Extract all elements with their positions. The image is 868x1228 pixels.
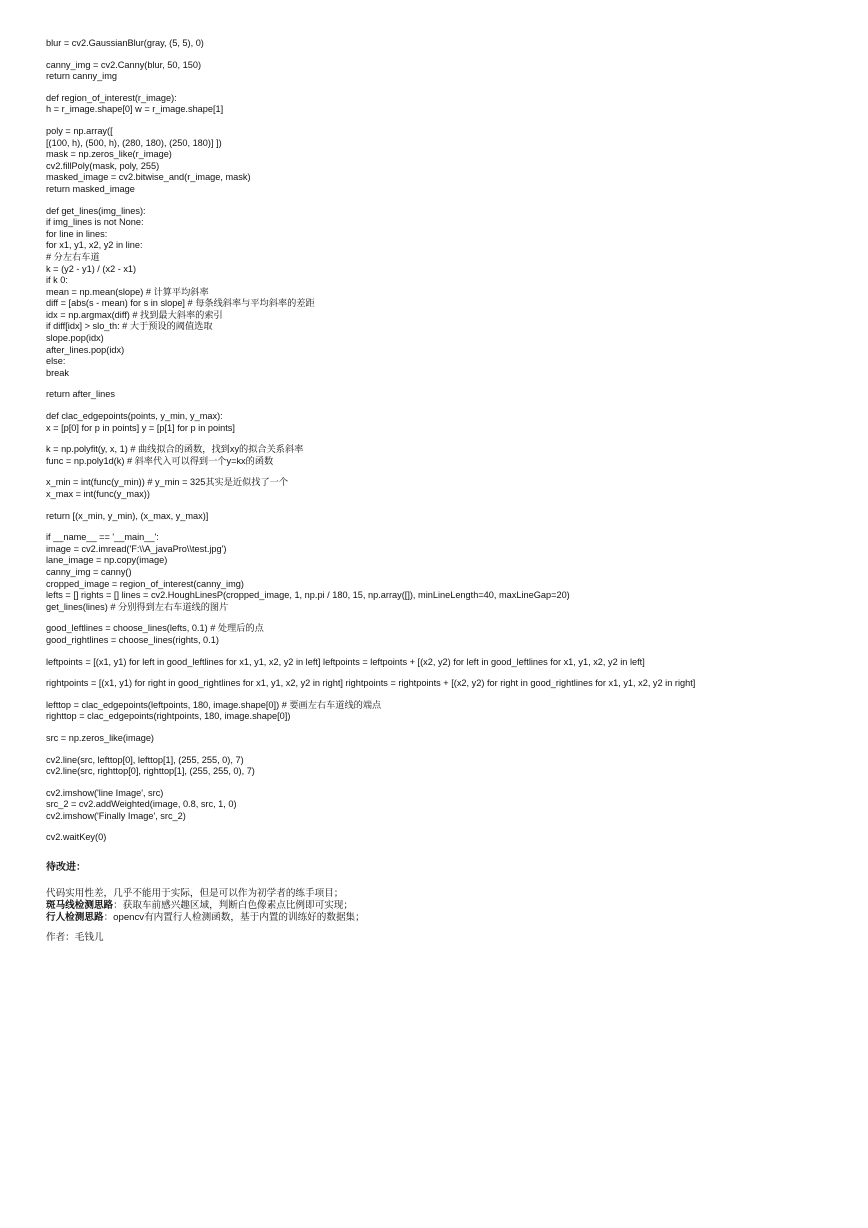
code-line: break: [46, 367, 69, 378]
code-line: cv2.line(src, righttop[0], righttop[1], (255, 255, 0), 7): [46, 766, 255, 777]
code-line: cv2.waitKey(0): [46, 832, 107, 843]
improvements-heading: 待改进：: [46, 862, 86, 874]
code-line: lane_image = np.copy(image): [46, 555, 168, 566]
code-block: [46, 60, 846, 83]
code-line: src = np.zeros_like(image): [46, 732, 154, 743]
code-line: x_max = int(func(y_max)): [46, 489, 150, 499]
code-line: else:: [46, 356, 66, 367]
code-line: k = (y2 - y1) / (x2 - x1): [46, 263, 137, 274]
code-line: leftpoints = [(x1, y1) for left in good_leftlines for x1, y1, x2, y2 in left] leftpoints = leftpoints + [(x2, y2) for left in good_leftlines for x1, y1, x2, y2 in left]: [46, 656, 645, 667]
code-line: rightpoints = [(x1, y1) for right in good_rightlines for x1, y1, x2, y2 in right] rightpoints = rightpoints + [(x2, y2) for right in good_rightlines for x1, y1, x2, y2 in right]: [46, 678, 696, 689]
code-block: [46, 733, 846, 745]
code-line: x = [p[0] for p in points] y = [p[1] for p in points]: [46, 422, 235, 433]
code-block: [46, 477, 846, 500]
code-line: if k 0:: [46, 275, 68, 286]
code-line: if __name__ == '__main__':: [46, 532, 159, 543]
code-line: get_lines(lines) # 分别得到左右车道线的图片: [46, 601, 229, 612]
code-line: if img_lines is not None:: [46, 217, 144, 228]
code-block: [46, 623, 846, 646]
code-line: for x1, y1, x2, y2 in line:: [46, 240, 143, 251]
code-line: righttop = clac_edgepoints(rightpoints, 180, image.shape[0]): [46, 711, 291, 722]
code-listing: [46, 38, 846, 844]
note-line-practicality: 代码实用性差，几乎不能用于实际，但是可以作为初学者的练手项目；: [46, 888, 344, 900]
code-line: good_rightlines = choose_lines(rights, 0.1): [46, 634, 219, 645]
code-line: return after_lines: [46, 389, 115, 400]
code-line: def clac_edgepoints(points, y_min, y_max):: [46, 411, 223, 422]
code-line: image = cv2.imread('F:\\A_javaPro\\test.jpg'): [46, 543, 227, 554]
code-line: cv2.imshow('line Image', src): [46, 787, 164, 798]
code-block: [46, 38, 846, 50]
author-line: 作者：毛钱儿: [46, 932, 104, 944]
code-line: after_lines.pop(idx): [46, 344, 125, 355]
code-line: canny_img = cv2.Canny(blur, 50, 150): [46, 59, 201, 70]
code-block: [46, 511, 846, 523]
code-line: x_min = int(func(y_min)) # y_min = 325其实是近似找了一个: [46, 477, 289, 488]
code-block: [46, 532, 846, 613]
code-block: [46, 755, 846, 778]
code-line: cv2.fillPoly(mask, poly, 255): [46, 160, 160, 171]
note-zebra-title: 斑马线检测思路: [46, 900, 114, 912]
code-line: lefttop = clac_edgepoints(leftpoints, 180, image.shape[0]) # 要画左右车道线的端点: [46, 699, 382, 710]
note-line-pedestrian: [46, 912, 846, 924]
code-block: [46, 206, 846, 380]
code-block: [46, 678, 846, 690]
code-line: func = np.poly1d(k) # 斜率代入可以得到一个y=kx的函数: [46, 455, 274, 466]
code-block: [46, 700, 846, 723]
code-line: idx = np.argmax(diff) # 找到最大斜率的索引: [46, 309, 223, 320]
code-line: good_leftlines = choose_lines(lefts, 0.1) # 处理后的点: [46, 623, 264, 634]
code-line: blur = cv2.GaussianBlur(gray, (5, 5), 0): [46, 38, 204, 48]
note-zebra-text: ：获取车前感兴趣区域，判断白色像素点比例即可实现；: [113, 900, 353, 912]
code-line: for line in lines:: [46, 228, 108, 239]
code-block: [46, 657, 846, 669]
code-line: cv2.imshow('Finally Image', src_2): [46, 810, 186, 821]
improvements-notes: [46, 888, 846, 924]
code-line: poly = np.array([: [46, 125, 113, 136]
code-line: k = np.polyfit(y, x, 1) # 曲线拟合的函数，找到xy的拟合关系斜率: [46, 444, 304, 455]
code-line: return canny_img: [46, 71, 117, 82]
note-line-zebra: [46, 900, 846, 912]
code-line: canny_img = canny(): [46, 566, 132, 577]
code-block: [46, 444, 846, 467]
code-line: slope.pop(idx): [46, 333, 104, 344]
code-line: mask = np.zeros_like(r_image): [46, 149, 172, 160]
code-line: cv2.line(src, lefttop[0], lefttop[1], (255, 255, 0), 7): [46, 754, 244, 765]
document-body: [46, 38, 846, 944]
code-line: src_2 = cv2.addWeighted(image, 0.8, src, 1, 0): [46, 799, 237, 810]
code-line: # 分左右车道: [46, 251, 100, 262]
code-line: def region_of_interest(r_image):: [46, 92, 177, 103]
code-line: lefts = [] rights = [] lines = cv2.HoughLinesP(cropped_image, 1, np.pi / 180, 15, np.array([]), minLineLength=40, maxLineGap=20): [46, 590, 570, 601]
code-block: [46, 389, 846, 401]
code-block: [46, 832, 846, 844]
code-block: [46, 93, 846, 116]
code-block: [46, 788, 846, 823]
code-block: [46, 126, 846, 196]
code-line: h = r_image.shape[0] w = r_image.shape[1]: [46, 104, 224, 115]
code-line: diff = [abs(s - mean) for s in slope] # 每条线斜率与平均斜率的差距: [46, 298, 315, 309]
note-pedestrian-text: ：opencv有内置行人检测函数，基于内置的训练好的数据集；: [103, 912, 365, 924]
code-line: return masked_image: [46, 183, 135, 194]
code-line: mean = np.mean(slope) # 计算平均斜率: [46, 286, 209, 297]
code-line: return [(x_min, y_min), (x_max, y_max)]: [46, 510, 209, 521]
code-line: cropped_image = region_of_interest(canny_img): [46, 578, 244, 589]
code-line: def get_lines(img_lines):: [46, 205, 146, 216]
code-line: masked_image = cv2.bitwise_and(r_image, mask): [46, 172, 251, 183]
code-line: if diff[idx] > slo_th: # 大于预设的阈值选取: [46, 321, 213, 332]
code-line: [(100, h), (500, h), (280, 180), (250, 180)] ]): [46, 137, 222, 148]
code-block: [46, 411, 846, 434]
note-pedestrian-title: 行人检测思路: [46, 912, 104, 924]
